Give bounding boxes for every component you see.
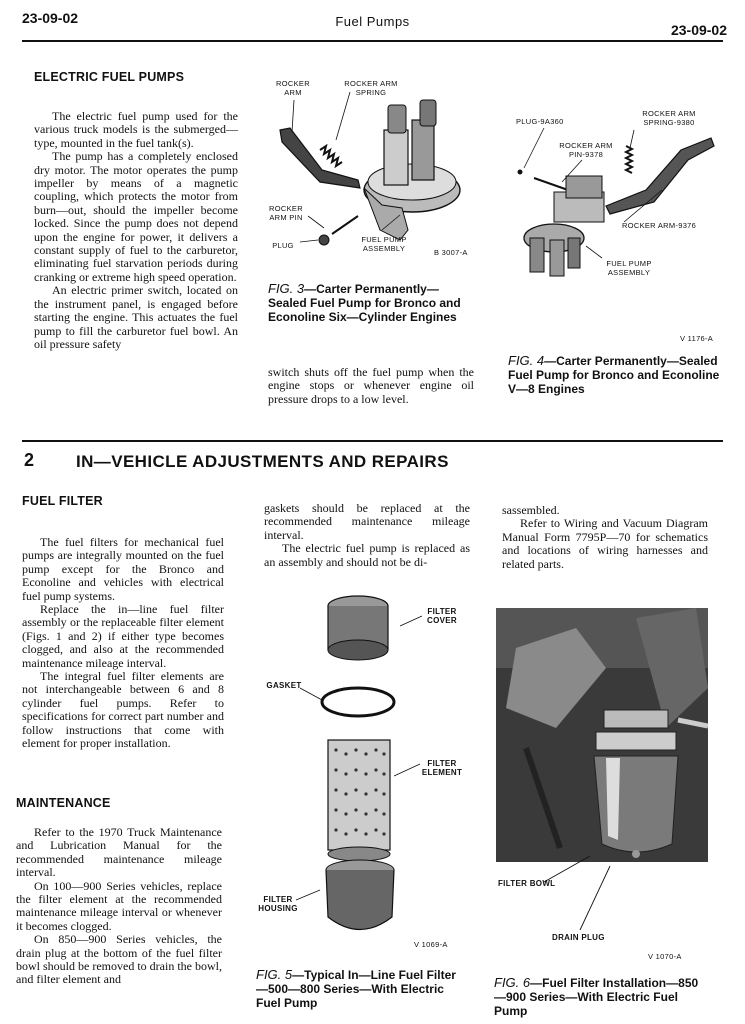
fuel-filter-paragraph-3: The integral fuel filter elements are not interchangeable between 6 and 8 cylinder fuel pumps. Refer to specifications for correct part number and follow instructions that come with element for proper installation. [22,669,224,751]
fig5-caption [256,968,460,1010]
fig3-label-rocker-arm: ROCKER ARM [276,79,310,97]
fig4-caption-text: —Carter Permanently—Sealed Fuel Pump for Bronco and Econoline V—8 Engines [508,354,720,396]
fig3-label-rocker-arm-spring: ROCKER ARM SPRING [344,79,398,97]
maintenance-paragraph-3-cont: gaskets should be replaced at the recommended maintenance mileage interval. [264,501,470,542]
electric-paragraph-3-cont: switch shuts off the fuel pump when the engine stops or whenever engine oil pressure drops to a low level. [268,365,474,406]
maintenance-paragraph-4: The electric fuel pump is replaced as an assembly and should not be di- [264,541,470,569]
maintenance-text-col2 [264,502,470,569]
header-rule [22,40,723,42]
fig4-label-plug: PLUG-9A360 [516,117,564,126]
fig3-caption [268,282,468,324]
maintenance-paragraph-1: Refer to the 1970 Truck Maintenance and Lubrication Manual for the recommended maintenance mileage interval. [16,825,222,880]
running-title: Fuel Pumps [335,14,410,29]
maintenance-paragraph-3: On 850—900 Series vehicles, the drain plug at the bottom of the fuel filter bowl should be removed to drain the bowl, and filter element and [16,932,222,987]
fig4-caption [508,354,720,396]
fuel-filter-paragraph-2: Replace the in—line fuel filter assembly or the replaceable filter element (Figs. 1 and 2) if either type becomes clogged, and also at the recommended maintenance mileage interval. [22,602,224,670]
fig4-number: FIG. 4 [508,353,545,368]
fig6-photo [496,608,708,862]
electric-text-column [34,110,238,351]
fig4-label-rocker-arm: ROCKER ARM-9376 [622,221,697,230]
fig5-label-filter-element: FILTER ELEMENT [421,759,463,777]
fuel-filter-text [22,536,224,751]
electric-paragraph-3: An electric primer switch, located on the instrument panel, is engaged before starting the engine. This actuates the fuel pump to fill the carburetor fuel bowl. An oil pressure safety [34,283,238,351]
section-rule [22,440,723,442]
fig6-reference-code: V 1070-A [648,952,682,961]
fuel-filter-paragraph-1: The fuel filters for mechanical fuel pumps are integrally mounted on the fuel pump except for the Bronco and Econoline and vehicles with electrical fuel pump systems. [22,535,224,603]
page-number-right: 23-09-02 [670,22,727,38]
fuel-filter-heading: FUEL FILTER [22,494,103,508]
maintenance-paragraph-4-cont: sassembled. [502,503,560,517]
fig5-caption-text: —Typical In—Line Fuel Filter—500—800 Series—With Electric Fuel Pump [256,968,456,1010]
electric-paragraph-1: The electric fuel pump used for the various truck models is the submerged—type, mounted in the fuel tank(s). [34,109,238,150]
electric-fuel-pumps-heading: ELECTRIC FUEL PUMPS [34,70,185,84]
fig5-label-filter-housing: FILTER HOUSING [258,895,298,913]
fig6-label-filter-bowl: FILTER BOWL [498,879,556,888]
electric-paragraph-2: The pump has a completely enclosed dry motor. The motor operates the pump impeller by means of a magnetic coupling, which protects the motor from burn—out, should the impeller become locked. Since the pump does not depend upon the engine for power, it delivers a constant supply of fuel to the carburetor, eliminating fuel starvation periods during cranking or extreme high speed operation. [34,149,238,284]
fig5-label-gasket: GASKET [266,681,302,690]
fig5-label-filter-cover: FILTER COVER [427,607,457,625]
fig3-caption-text: —Carter Permanently—Sealed Fuel Pump for Bronco and Econoline Six—Cylinder Engines [268,282,461,324]
electric-text-continued [268,366,474,406]
fig3-reference-code: B 3007-A [434,248,468,257]
fig4-label-rocker-arm-pin: ROCKER ARM PIN-9378 [559,141,613,159]
fig6-label-drain-plug: DRAIN PLUG [552,933,605,942]
fig6-caption [494,976,708,1018]
fig4-label-fuel-pump-assembly: FUEL PUMP ASSEMBLY [606,259,652,277]
maintenance-text [16,826,222,987]
maintenance-paragraph-5: Refer to Wiring and Vacuum Diagram Manual Form 7795P—70 for schematics and locations of wiring harnesses and related parts. [502,516,708,571]
fig3-number: FIG. 3 [268,281,305,296]
section-title: IN—VEHICLE ADJUSTMENTS AND REPAIRS [76,452,449,471]
fig5-number: FIG. 5 [256,967,293,982]
maintenance-paragraph-2: On 100—900 Series vehicles, replace the filter element at the recommended maintenance mileage interval or whenever it becomes clogged. [16,878,222,933]
fig5-leader-lines [260,600,440,920]
fig3-label-rocker-arm-pin: ROCKER ARM PIN [269,204,303,222]
fig5-reference-code: V 1069-A [414,940,448,949]
fig6-number: FIG. 6 [494,975,531,990]
fig4-label-rocker-arm-spring: ROCKER ARM SPRING-9380 [642,109,696,127]
maintenance-heading: MAINTENANCE [16,796,111,810]
maintenance-text-col3 [502,504,708,571]
fig3-label-fuel-pump-assembly: FUEL PUMP ASSEMBLY [361,235,407,253]
fig4-reference-code: V 1176-A [680,334,714,343]
fig6-caption-text: —Fuel Filter Installation—850—900 Series—With Electric Fuel Pump [494,976,699,1018]
section-number: 2 [24,450,35,470]
fig3-label-plug: PLUG [272,241,294,250]
page-number-left: 23-09-02 [22,10,79,26]
